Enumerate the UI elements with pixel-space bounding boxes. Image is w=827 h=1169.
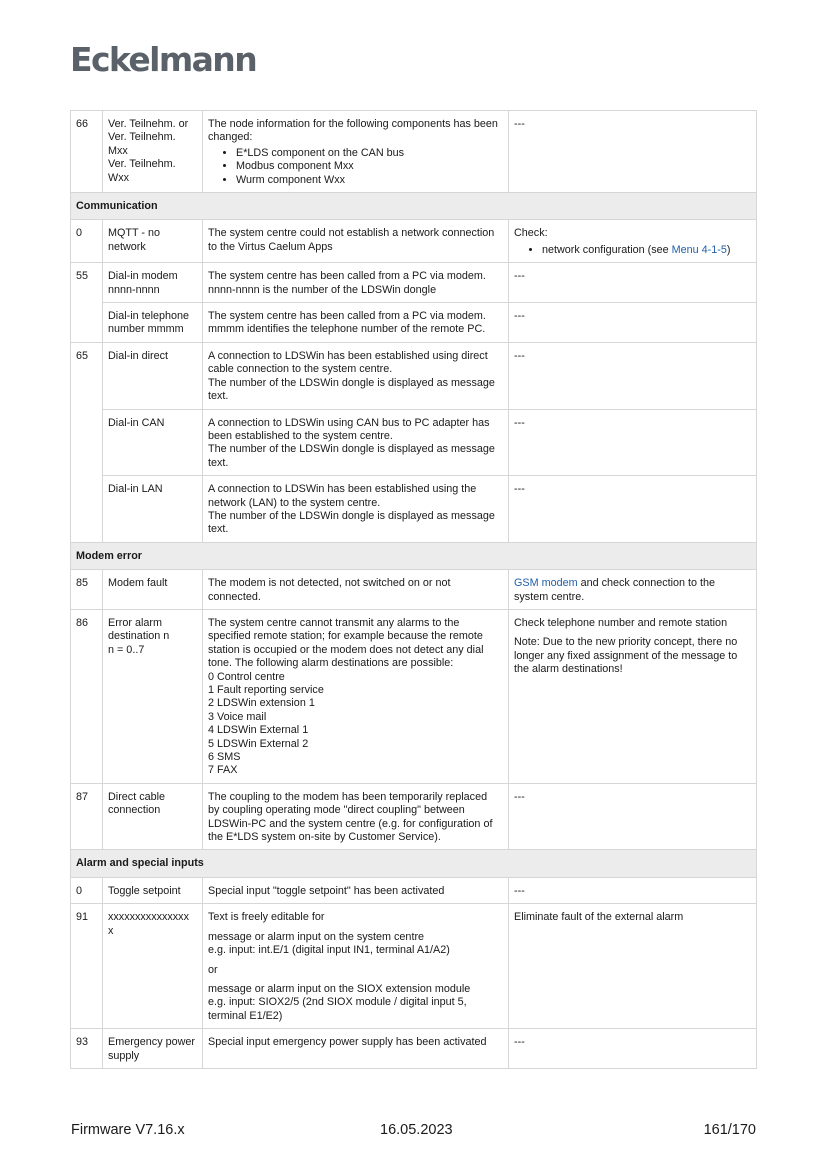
message-number: 85 <box>71 570 103 610</box>
section-header: Communication <box>71 193 757 220</box>
list-item: • Modbus component Mxx <box>236 160 503 173</box>
message-number: 86 <box>71 609 103 783</box>
message-description: A connection to LDSWin using CAN bus to PC adapter has been established to the system centre. The number of the LDSWin dongle is displayed as message text. <box>203 409 509 476</box>
message-description: Special input "toggle setpoint" has been activated <box>203 877 509 903</box>
message-text: Direct cable connection <box>103 783 203 850</box>
message-description: A connection to LDSWin has been established using the network (LAN) to the system centre. The number of the LDSWin dongle is displayed as message text. <box>203 476 509 543</box>
list-item: • Wurm component Wxx <box>236 174 503 187</box>
message-action: --- <box>509 263 757 303</box>
message-number: 93 <box>71 1029 103 1069</box>
message-text: Error alarm destination n n = 0..7 <box>103 609 203 783</box>
message-description: Text is freely editable for message or alarm input on the system centre e.g. input: int.E/1 (digital input IN1, terminal A1/A2) or message or alarm input on the SIOX extension module e.g. input: SIOX2/5 (2nd SIOX module / digital input 5, terminal E1/E2) <box>203 904 509 1029</box>
message-action: --- <box>509 1029 757 1069</box>
message-action: --- <box>509 111 757 193</box>
message-action: Eliminate fault of the external alarm <box>509 904 757 1029</box>
table-row <box>71 220 757 263</box>
message-description: A connection to LDSWin has been established using direct cable connection to the system centre. The number of the LDSWin dongle is displayed as message text. <box>203 342 509 409</box>
section-header: Modem error <box>71 542 757 569</box>
message-number: 91 <box>71 904 103 1029</box>
company-logo: Eckelmann <box>70 40 257 79</box>
message-text: Dial-in CAN <box>103 409 203 476</box>
message-text: Dial-in telephone number mmmm <box>103 303 203 343</box>
message-action: --- <box>509 342 757 409</box>
message-action: --- <box>509 783 757 850</box>
message-number: 0 <box>71 220 103 263</box>
message-text: MQTT - no network <box>103 220 203 263</box>
table-row <box>71 342 757 409</box>
message-action: --- <box>509 409 757 476</box>
message-table <box>70 110 757 1069</box>
message-description: The system centre has been called from a PC via modem. mmmm identifies the telephone number of the remote PC. <box>203 303 509 343</box>
message-number: 0 <box>71 877 103 903</box>
message-action: GSM modem and check connection to the system centre. <box>509 570 757 610</box>
table-row <box>71 570 757 610</box>
message-text: Modem fault <box>103 570 203 610</box>
table-row <box>71 783 757 850</box>
message-text: Ver. Teilnehm. or Ver. Teilnehm. Mxx Ver. Teilnehm. Wxx <box>103 111 203 193</box>
footer-date: 16.05.2023 <box>380 1122 453 1138</box>
table-row <box>71 1029 757 1069</box>
table-row <box>71 263 757 303</box>
message-description: The system centre could not establish a network connection to the Virtus Caelum Apps <box>203 220 509 263</box>
table-row <box>71 609 757 783</box>
message-description: The modem is not detected, not switched on or not connected. <box>203 570 509 610</box>
message-action: --- <box>509 303 757 343</box>
table-row <box>71 877 757 903</box>
list-item: • E*LDS component on the CAN bus <box>236 147 503 160</box>
footer-page-number: 161/170 <box>703 1122 756 1138</box>
section-header: Alarm and special inputs <box>71 850 757 877</box>
message-text: Emergency power supply <box>103 1029 203 1069</box>
footer-firmware-version: Firmware V7.16.x <box>71 1122 185 1138</box>
menu-link[interactable]: Menu 4-1-5 <box>671 243 727 256</box>
message-text: Dial-in direct <box>103 342 203 409</box>
message-number: 65 <box>71 342 103 542</box>
message-number: 87 <box>71 783 103 850</box>
message-number: 55 <box>71 263 103 343</box>
message-description: The system centre cannot transmit any alarms to the specified remote station; for example because the remote station is occupied or the modem does not detect any dial tone. The following alarm destinations are possible: 0 Control centre 1 Fault reporting service 2 LDSWin extension 1 3 Voice mail 4 LDSWin External 1 5 LDSWin External 2 6 SMS 7 FAX <box>203 609 509 783</box>
message-action: Check: • network configuration (see Menu 4-1-5) <box>509 220 757 263</box>
message-text: xxxxxxxxxxxxxxx x <box>103 904 203 1029</box>
table-row <box>71 476 757 543</box>
message-description: The node information for the following components has been changed: • E*LDS component on the CAN bus • Modbus component Mxx • Wurm component Wxx <box>203 111 509 193</box>
message-number: 66 <box>71 111 103 193</box>
message-text: Dial-in modem nnnn-nnnn <box>103 263 203 303</box>
message-text: Dial-in LAN <box>103 476 203 543</box>
message-text: Toggle setpoint <box>103 877 203 903</box>
gsm-modem-link[interactable]: GSM modem <box>514 577 578 590</box>
message-description: The system centre has been called from a PC via modem. nnnn-nnnn is the number of the LDSWin dongle <box>203 263 509 303</box>
message-action: --- <box>509 476 757 543</box>
table-row <box>71 111 757 193</box>
table-row <box>71 303 757 343</box>
message-description: Special input emergency power supply has been activated <box>203 1029 509 1069</box>
table-row <box>71 904 757 1029</box>
message-description: The coupling to the modem has been temporarily replaced by coupling operating mode "direct coupling" between LDSWin-PC and the system centre (e.g. for configuration of the E*LDS system on-site by Customer Service). <box>203 783 509 850</box>
message-action: Check telephone number and remote station Note: Due to the new priority concept, there no longer any fixed assignment of the message to the alarm destinations! <box>509 609 757 783</box>
list-item: • network configuration (see Menu 4-1-5) <box>542 244 751 257</box>
message-action: --- <box>509 877 757 903</box>
table-row <box>71 409 757 476</box>
